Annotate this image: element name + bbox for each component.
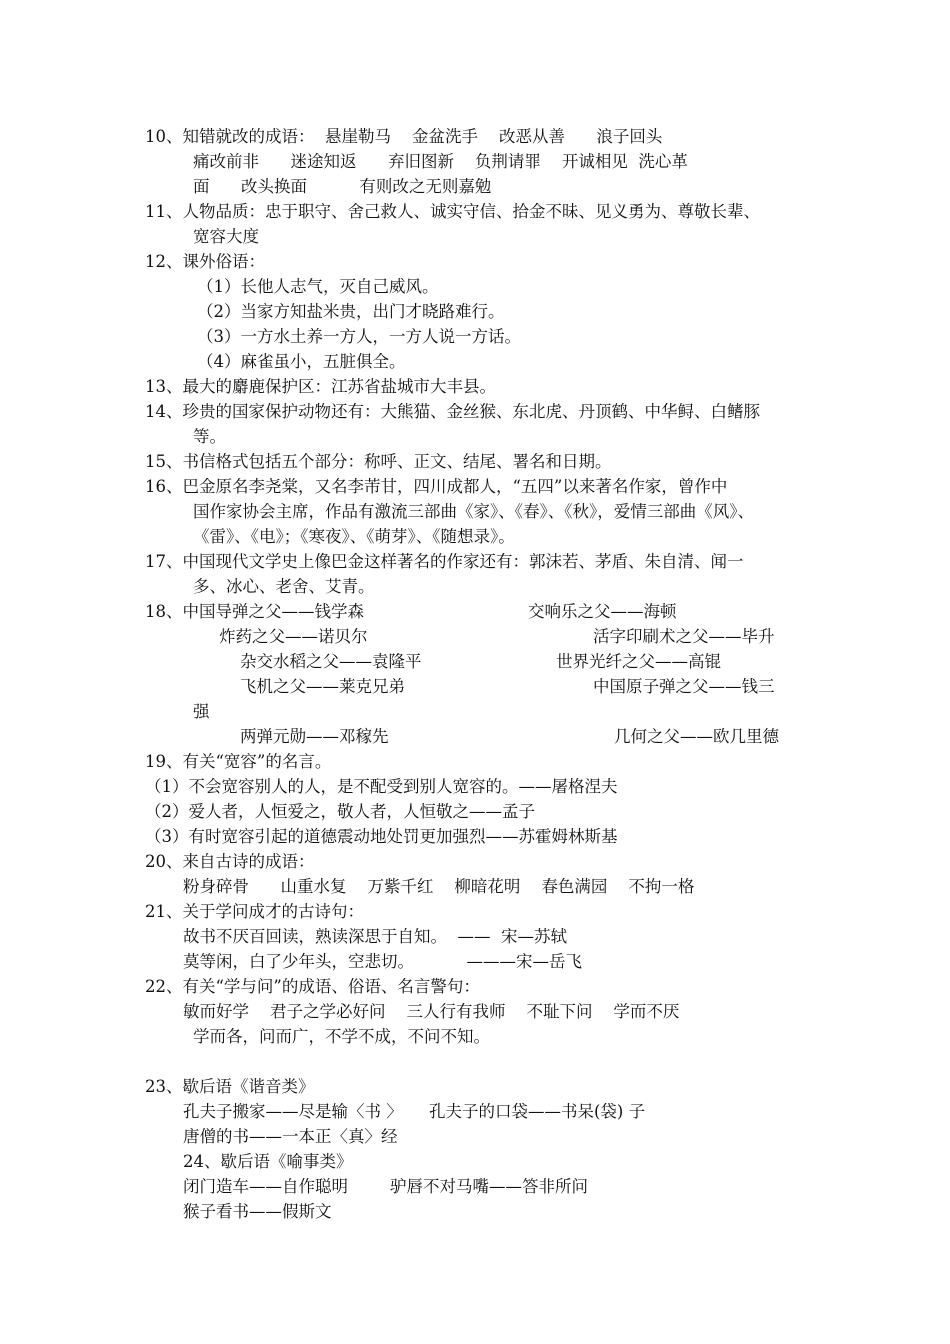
item-19-sub-3: （3）有时宽容引起的道德震动地处罚更加强烈——苏霍姆林斯基	[145, 827, 618, 846]
item-18-right-5: 几何之父——欧几里德	[614, 727, 779, 746]
item-22-body-1: 敏而好学 君子之学必好问 三人行有我师 不耻下问 学而不厌	[183, 1002, 680, 1021]
item-11-line-2: 宽容大度	[193, 227, 259, 246]
item-18-left-5: 两弹元勋——邓稼先	[240, 727, 389, 746]
item-24-body-2: 猴子看书——假斯文	[183, 1202, 332, 1221]
item-14-line-2: 等。	[193, 427, 226, 446]
item-12-sub-2: （2）当家方知盐米贵，出门才晓路难行。	[197, 302, 505, 321]
item-14-line-1: 14、珍贵的国家保护动物还有：大熊猫、金丝猴、东北虎、丹顶鹤、中华鲟、白鳍豚	[145, 402, 760, 421]
item-23-heading: 23、歇后语《谐音类》	[145, 1077, 315, 1096]
item-12-sub-1: （1）长他人志气，灭自己威风。	[197, 277, 439, 296]
item-18-left-4: 飞机之父——莱克兄弟	[240, 677, 405, 696]
item-18-wrap: 强	[193, 702, 210, 721]
item-21-poem-2: 莫等闲，白了少年头，空悲切。 ———宋—岳飞	[183, 952, 582, 971]
item-16-line-1: 16、巴金原名李尧棠，又名李芾甘，四川成都人，“五四”以来著名作家，曾作中	[145, 477, 728, 496]
item-18-left-1: 18、中国导弹之父——钱学森	[145, 602, 364, 621]
item-24-heading: 24、歇后语《喻事类》	[183, 1152, 353, 1171]
item-22-body-2: 学而各，问而广，不学不成，不问不知。	[193, 1027, 490, 1046]
item-18-right-2: 活字印刷术之父——毕升	[593, 627, 775, 646]
item-24-body-1: 闭门造车——自作聪明 驴唇不对马嘴——答非所问	[183, 1177, 588, 1196]
item-10-line-2: 痛改前非 迷途知返 弃旧图新 负荆请罪 开诚相见 洗心革	[193, 152, 688, 171]
item-21-heading: 21、关于学问成才的古诗句：	[145, 902, 364, 921]
item-10-line-3: 面 改头换面 有则改之无则嘉勉	[193, 177, 492, 196]
item-21-poem-1: 故书不厌百回读，熟读深思于自知。 —— 宋—苏轼	[183, 927, 567, 946]
item-10-line-1: 10、知错就改的成语： 悬崖勒马 金盆洗手 改恶从善 浪子回头	[145, 127, 663, 146]
item-18-right-1: 交响乐之父——海顿	[528, 602, 677, 621]
item-18-left-2: 炸药之父——诺贝尔	[219, 627, 368, 646]
item-16-line-2: 国作家协会主席，作品有激流三部曲《家》、《春》、《秋》，爱情三部曲《风》、	[193, 502, 754, 521]
item-12-sub-4: （4）麻雀虽小，五脏俱全。	[197, 352, 406, 371]
item-18-left-3: 杂交水稻之父——袁隆平	[240, 652, 422, 671]
item-19-sub-1: （1）不会宽容别人的人，是不配受到别人宽容的。——屠格涅夫	[145, 777, 618, 796]
item-18-right-4: 中国原子弹之父——钱三	[593, 677, 775, 696]
item-19-heading: 19、有关“宽容”的名言。	[145, 752, 332, 771]
item-12-sub-3: （3）一方水土养一方人，一方人说一方话。	[197, 327, 521, 346]
item-20-body: 粉身碎骨 山重水复 万紫千红 柳暗花明 春色满园 不拘一格	[183, 877, 695, 896]
item-20-heading: 20、来自古诗的成语：	[145, 852, 315, 871]
item-13: 13、最大的麝鹿保护区：江苏省盐城市大丰县。	[145, 377, 496, 396]
item-18-right-3: 世界光纤之父——高锟	[556, 652, 721, 671]
item-19-sub-2: （2）爱人者，人恒爱之，敬人者，人恒敬之——孟子	[145, 802, 535, 821]
item-17-line-2: 多、冰心、老舍、艾青。	[193, 577, 375, 596]
item-23-body-2: 唐僧的书——一本正〈真〉经	[183, 1127, 398, 1146]
item-12-heading: 12、课外俗语：	[145, 252, 265, 271]
item-11-line-1: 11、人物品质：忠于职守、舍己救人、诚实守信、拾金不昧、见义勇为、尊敬长辈、	[145, 202, 760, 221]
item-16-line-3: 《雷》、《电》；《寒夜》、《萌芽》、《随想录》。	[193, 527, 515, 546]
item-22-heading: 22、有关“学与问”的成语、俗语、名言警句：	[145, 977, 480, 996]
item-15: 15、书信格式包括五个部分：称呼、正文、结尾、署名和日期。	[145, 452, 612, 471]
item-23-body-1: 孔夫子搬家——尽是输〈书 〉 孔夫子的口袋——书呆(袋) 子	[183, 1102, 646, 1121]
item-17-line-1: 17、中国现代文学史上像巴金这样著名的作家还有：郭沫若、茅盾、朱自清、闻一	[145, 552, 744, 571]
